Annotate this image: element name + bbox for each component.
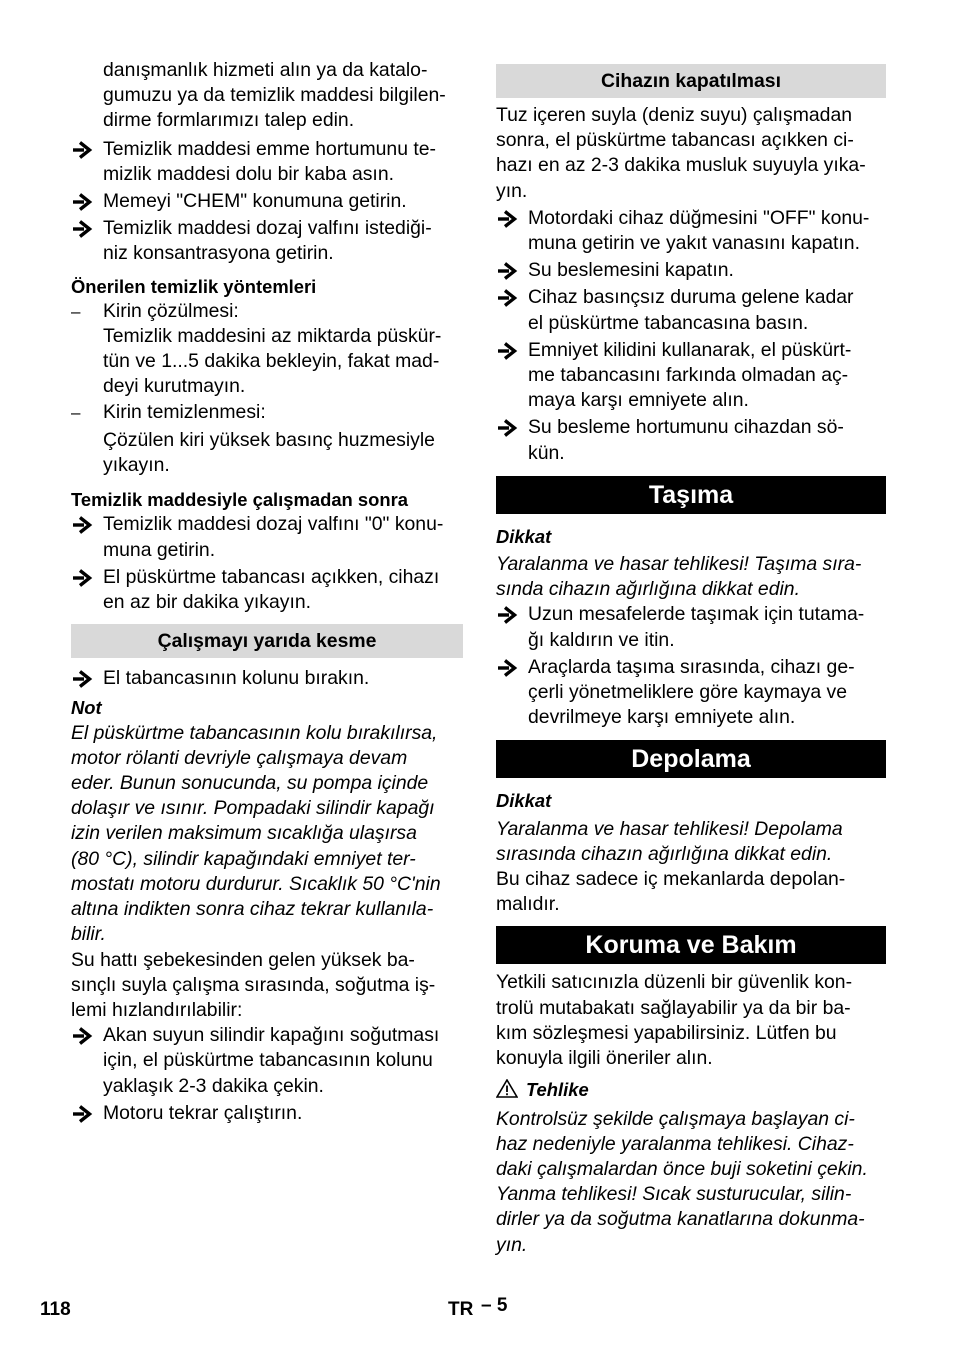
text-line: sırasında cihazın ağırlığına dikkat edin. xyxy=(496,842,833,865)
steps-list xyxy=(496,206,886,466)
arrow-right-icon xyxy=(71,141,95,166)
step-text-line: devrilmeye karşı emniyete alın. xyxy=(528,706,796,729)
step-text-line: Akan suyun silindir kapağını soğutması xyxy=(103,1024,440,1047)
step-text-line: için, el püskürtme tabancasının kolunu xyxy=(103,1049,433,1072)
text-line: Bu cihaz sadece iç mekanlarda depolan- xyxy=(496,868,846,891)
section-title-bar: Koruma ve Bakım xyxy=(496,926,886,964)
step-text-line: Su beslemesini kapatın. xyxy=(528,259,734,282)
method-text xyxy=(71,324,463,400)
step-text-line: Memeyi "CHEM" konumuna getirin. xyxy=(103,190,407,213)
step-text-line: Temizlik maddesi dozaj valfını "0" konu- xyxy=(103,513,444,536)
step-text-line: Cihaz basınçsız duruma gelene kadar xyxy=(528,286,854,309)
text-line: sonra, el püskürtme tabancası açıkken ci- xyxy=(496,129,854,152)
page-number: 118 xyxy=(40,1299,71,1320)
step-item xyxy=(71,565,463,615)
text-line: malıdır. xyxy=(496,893,560,916)
section-bar: Cihazın kapatılması xyxy=(496,64,886,98)
text-line: trolü mutabakatı sağlayabilir ya da bir ba- xyxy=(496,996,851,1019)
arrow-right-icon xyxy=(496,210,520,235)
text-line: hazı en az 2-3 dakika musluk suyuyla yıka- xyxy=(496,154,866,177)
step-text-line: Motordaki cihaz düğmesini "OFF" konu- xyxy=(528,206,870,229)
text-line: mostatı motoru durdurur. Sıcaklık 50 °C'nin xyxy=(71,872,441,895)
arrow-right-icon xyxy=(496,262,520,287)
step-item xyxy=(71,189,463,214)
step-item xyxy=(496,655,886,731)
steps-list xyxy=(496,602,886,730)
method-label: Kirin temizlenmesi: xyxy=(103,400,266,423)
arrow-right-icon xyxy=(71,516,95,541)
text-line: sında cihazın ağırlığına dikkat edin. xyxy=(496,578,800,601)
text-line: Çözülen kiri yüksek basınç huzmesiyle xyxy=(103,428,435,451)
shutdown-paragraph xyxy=(496,103,886,204)
step-text-line: El tabancasının kolunu bırakın. xyxy=(103,667,370,690)
arrow-right-icon xyxy=(71,193,95,218)
intro-paragraph xyxy=(71,58,463,134)
step-text-line: mizlik maddesi dolu bir kaba asın. xyxy=(103,162,394,185)
step-text-line: ğı kaldırın ve itin. xyxy=(528,628,675,651)
step-item xyxy=(496,602,886,652)
step-text-line: me tabancasını farkında olmadan aç- xyxy=(528,364,849,387)
text-line: izin verilen maksimum sıcaklığa ulaşırsa xyxy=(71,822,417,845)
step-text-line: kün. xyxy=(528,441,565,464)
text-line: (80 °C), silindir kapağındaki emniyet ter- xyxy=(71,847,416,870)
dash-bullet: – xyxy=(71,402,81,422)
text-line: daki çalışmalardan önce buji soketini çekin. xyxy=(496,1157,868,1180)
text-line: sınçlı suyla çalışma sırasında, soğutma iş- xyxy=(71,973,436,996)
step-item xyxy=(496,206,886,256)
right-column xyxy=(496,64,886,1258)
step-item xyxy=(71,1101,463,1126)
caution-paragraph xyxy=(496,552,886,602)
steps-list xyxy=(71,512,463,615)
step-item xyxy=(496,258,886,283)
text-line: konuyla ilgili öneriler alın. xyxy=(496,1047,713,1070)
text-line: Yaralanma ve hasar tehlikesi! Taşıma sıra- xyxy=(496,553,862,576)
step-text-line: muna getirin ve yakıt vanasını kapatın. xyxy=(528,232,860,255)
text-line: Yetkili satıcınızla düzenli bir güvenlik kon- xyxy=(496,971,853,994)
arrow-right-icon xyxy=(496,342,520,367)
method-item xyxy=(71,299,463,324)
danger-heading xyxy=(496,1077,886,1104)
footer-language: TR xyxy=(448,1299,474,1320)
left-column xyxy=(71,58,463,1126)
note-label: Not xyxy=(71,697,102,719)
text-line: tün ve 1...5 dakika bekleyin, fakat mad- xyxy=(103,350,440,373)
step-text-line: Motoru tekrar çalıştırın. xyxy=(103,1101,303,1124)
text-line: gumuzu ya da temizlik maddesi bilgilen- xyxy=(103,84,446,107)
step-text-line: Temizlik maddesi emme hortumunu te- xyxy=(103,137,436,160)
step-text-line: niz konsantrasyona getirin. xyxy=(103,242,334,265)
text-line: Tuz içeren suyla (deniz suyu) çalışmadan xyxy=(496,104,853,126)
step-text-line: Uzun mesafelerde taşımak için tutama- xyxy=(528,603,865,626)
step-item xyxy=(71,512,463,562)
step-item xyxy=(496,415,886,465)
text-line: Yanma tehlikesi! Sıcak susturucular, silin- xyxy=(496,1183,852,1206)
danger-paragraph xyxy=(496,1107,886,1258)
text-line: Su hattı şebekesinden gelen yüksek ba- xyxy=(71,948,415,971)
section-title-bar: Depolama xyxy=(496,740,886,778)
step-item xyxy=(71,216,463,266)
dash-bullet: – xyxy=(71,301,81,321)
arrow-right-icon xyxy=(71,220,95,245)
text-line: yın. xyxy=(496,1233,528,1256)
step-text-line: el püskürtme tabancasına basın. xyxy=(528,311,809,334)
step-text-line: Su besleme hortumunu cihazdan sö- xyxy=(528,416,844,439)
arrow-right-icon xyxy=(496,289,520,314)
text-line: Yaralanma ve hasar tehlikesi! Depolama xyxy=(496,817,843,840)
warning-triangle-icon xyxy=(496,1079,518,1104)
method-text xyxy=(71,428,463,478)
text-line: dirler ya da soğutma kanatlarına dokunma- xyxy=(496,1208,865,1231)
water-paragraph xyxy=(71,948,463,1024)
steps-list xyxy=(71,137,463,267)
steps-list xyxy=(71,666,463,691)
step-item xyxy=(71,666,463,691)
text-line: deyi kurutmayın. xyxy=(103,375,246,398)
text-line: haz nedeniyle yaralanma tehlikesi. Cihaz- xyxy=(496,1132,854,1155)
caution-label: Dikkat xyxy=(496,525,552,547)
step-text-line: yaklaşık 2-3 dakika çekin. xyxy=(103,1074,324,1097)
text-line: bilir. xyxy=(71,923,106,946)
footer-subpage: – 5 xyxy=(481,1295,508,1316)
caution-label: Dikkat xyxy=(496,790,552,812)
step-text-line: maya karşı emniyete alın. xyxy=(528,389,749,412)
step-text-line: Araçlarda taşıma sırasında, cihazı ge- xyxy=(528,655,855,678)
text-line: dolaşır ve ısınır. Pompadaki silindir kapağı xyxy=(71,797,435,820)
step-text-line: en az bir dakika yıkayın. xyxy=(103,591,312,614)
text-line: Kontrolsüz şekilde çalışmaya başlayan ci- xyxy=(496,1107,855,1130)
arrow-right-icon xyxy=(71,1105,95,1130)
caution-paragraph xyxy=(496,817,886,867)
step-text-line: çerli yönetmeliklere göre kaymaya ve xyxy=(528,681,847,704)
section-bar: Çalışmayı yarıda kesme xyxy=(71,624,463,658)
arrow-right-icon xyxy=(496,659,520,684)
text-line: lemi hızlandırılabilir: xyxy=(71,998,243,1021)
step-item xyxy=(496,285,886,335)
text-line: motor rölanti devriyle çalışmaya devam xyxy=(71,746,408,769)
method-item xyxy=(71,400,463,425)
text-line: altına indikten sonra cihaz tekrar kullanıla- xyxy=(71,898,434,921)
arrow-right-icon xyxy=(496,419,520,444)
step-text-line: El püskürtme tabancası açıkken, cihazı xyxy=(103,565,440,588)
step-text-line: Temizlik maddesi dozaj valfını istediği- xyxy=(103,217,432,240)
arrow-right-icon xyxy=(71,670,95,695)
step-item xyxy=(71,1023,463,1099)
arrow-right-icon xyxy=(496,606,520,631)
arrow-right-icon xyxy=(71,1027,95,1052)
step-item xyxy=(71,137,463,187)
text-line: yıkayın. xyxy=(103,454,170,477)
method-label: Kirin çözülmesi: xyxy=(103,299,239,322)
storage-paragraph xyxy=(496,867,886,917)
text-line: yın. xyxy=(496,179,528,202)
section-heading: Temizlik maddesiyle çalışmadan sonra xyxy=(71,489,408,511)
text-line: kım sözleşmesi yapabilirsiniz. Lütfen bu xyxy=(496,1021,837,1044)
text-line: eder. Bunun sonucunda, su pompa içinde xyxy=(71,772,429,795)
note-paragraph xyxy=(71,721,463,948)
step-text-line: Emniyet kilidini kullanarak, el püskürt- xyxy=(528,338,852,361)
section-heading: Önerilen temizlik yöntemleri xyxy=(71,275,317,297)
text-line: El püskürtme tabancasının kolu bırakılırsa, xyxy=(71,721,438,744)
step-text-line: muna getirin. xyxy=(103,538,216,561)
text-line: dirme formlarımızı talep edin. xyxy=(103,109,355,132)
arrow-right-icon xyxy=(71,569,95,594)
text-line: Temizlik maddesini az miktarda püskür- xyxy=(103,325,442,348)
text-line: danışmanlık hizmeti alın ya da katalo- xyxy=(103,59,428,81)
maintenance-paragraph xyxy=(496,970,886,1071)
step-item xyxy=(496,338,886,414)
danger-label: Tehlike xyxy=(526,1079,589,1101)
section-title-bar: Taşıma xyxy=(496,476,886,514)
steps-list xyxy=(71,1023,463,1126)
